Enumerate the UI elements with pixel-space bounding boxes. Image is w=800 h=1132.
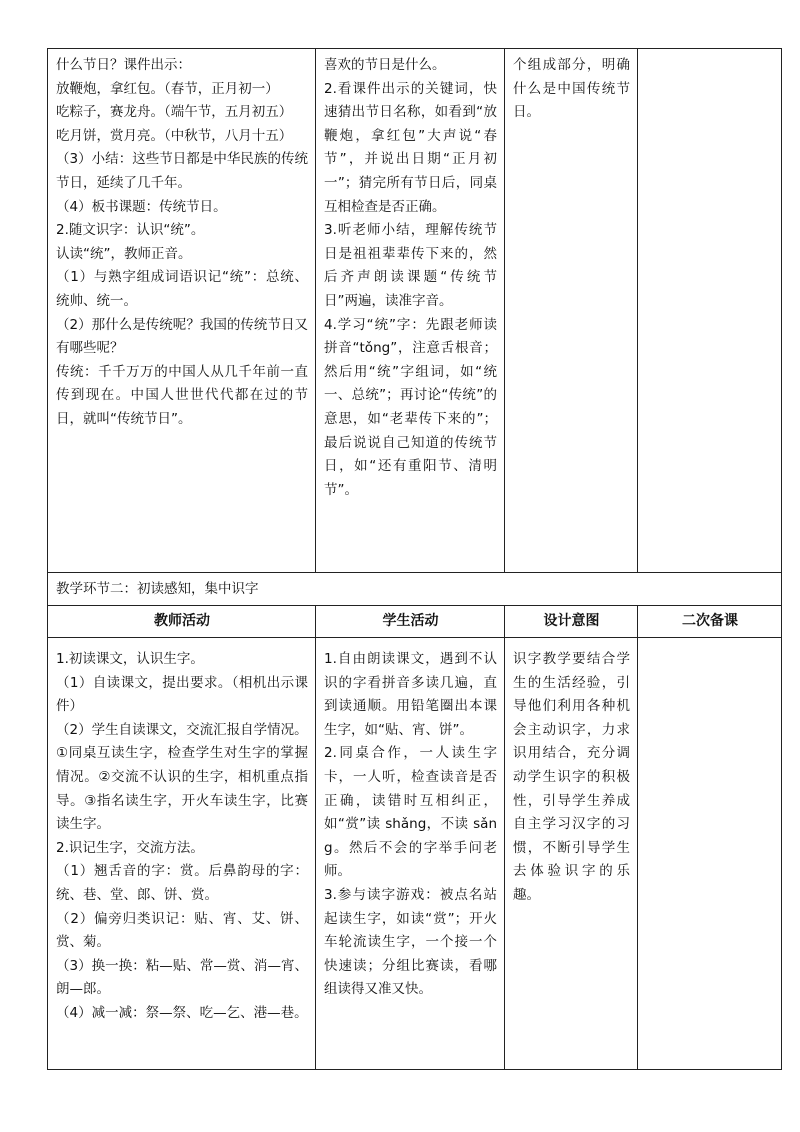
teacher-paragraph: （1）自读课文，提出要求。（相机出示课件） — [56, 674, 308, 715]
teacher-paragraph: 吃粽子，赛龙舟。（端午节，五月初五） — [56, 104, 293, 121]
section-row — [48, 573, 782, 606]
intent-paragraph: 识字教学要结合学生的生活经验，引导他们利用各种机会主动识字，力求识用结合，充分调动学生识字的积极性，引导学生养成自主学习汉字的习惯，不断引导学生去体验识字的乐趣。 — [513, 651, 630, 903]
student-paragraph: 3.参与读字游戏：被点名站起读生字，如读“赏”；开火车轮流读生字，一个接一个快速读；分组比赛读，看哪组读得又准又快。 — [324, 886, 497, 998]
teacher-paragraph: 1.初读课文，认识生字。 — [56, 651, 204, 667]
teacher-paragraph: 认读“统”，教师正音。 — [56, 245, 192, 262]
teacher-paragraph: 2.随文识字：认识“统”。 — [56, 222, 205, 239]
student-paragraph: 3.听老师小结，理解传统节日是祖祖辈辈传下来的，然后齐声朗读课题“传统节日”两遍，读准字音。 — [324, 222, 497, 309]
section-title: 教学环节二：初读感知，集中识字 — [48, 573, 782, 606]
continued-activity-row — [48, 49, 782, 573]
student-activity-cell — [316, 49, 505, 573]
teacher-paragraph: （4）减一减：祭—祭、吃—乞、港—巷。 — [56, 1004, 308, 1021]
teacher-paragraph: 传统：千千万万的中国人从几千年前一直传到现在。中国人世世代代都在过的节日，就叫“传统节日”。 — [56, 363, 308, 427]
teacher-activity-cell — [48, 49, 316, 573]
intent-paragraph: 个组成部分，明确什么是中国传统节日。 — [513, 57, 630, 121]
second-prep-cell — [638, 49, 782, 573]
teacher-paragraph: （1）与熟字组成词语识记“统”：总统、统帅、统一。 — [56, 269, 308, 309]
teacher-paragraph: （3）换一换：粘—贴、常—赏、消—宵、朗—郎。 — [56, 957, 308, 998]
teacher-activity-cell — [48, 638, 316, 1070]
header-teacher-activity: 教师活动 — [48, 606, 316, 638]
teacher-paragraph: （3）小结：这些节日都是中华民族的传统节日，延续了几千年。 — [56, 151, 308, 191]
student-activity-cell — [316, 638, 505, 1070]
table-header-row — [48, 606, 782, 638]
teacher-paragraph: （2）偏旁归类识记：贴、宵、艾、饼、赏、菊。 — [56, 910, 308, 951]
teacher-paragraph: （2）学生自读课文，交流汇报自学情况。 — [56, 721, 308, 738]
teacher-paragraph: ①同桌互读生字，检查学生对生字的掌握情况。②交流不认识的生字，相机重点指导。③指名读生字，开火车读生字，比赛读生字。 — [56, 745, 308, 833]
teacher-paragraph: （4）板书课题：传统节日。 — [56, 198, 227, 215]
teacher-paragraph: （1）翘舌音的字：赏。后鼻韵母的字：统、巷、堂、郎、饼、赏。 — [56, 863, 308, 903]
lesson-plan-table — [47, 48, 782, 1070]
header-second-prep: 二次备课 — [638, 606, 782, 638]
design-intent-cell — [505, 49, 638, 573]
student-paragraph: 1.自由朗读课文，遇到不认识的字看拼音多读几遍，直到读通顺。用铅笔圈出本课生字，如“贴、宵、饼”。 — [324, 651, 497, 738]
teacher-paragraph: 放鞭炮，拿红包。（春节，正月初一） — [56, 80, 279, 97]
student-paragraph: 2.看课件出示的关键词，快速猜出节日名称，如看到“放鞭炮，拿红包”大声说“春节”，并说出日期“正月初一”；猜完所有节日后，同桌互相检查是否正确。 — [324, 80, 497, 215]
student-paragraph: 2.同桌合作，一人读生字卡，一人听，检查读音是否正确，读错时互相纠正，如“赏”读 shǎng，不读 sǎng。然后不会的字举手问老师。 — [324, 745, 497, 880]
header-student-activity: 学生活动 — [316, 606, 505, 638]
literacy-activity-row — [48, 638, 782, 1070]
second-prep-cell — [638, 638, 782, 1070]
design-intent-cell — [505, 638, 638, 1070]
header-design-intent: 设计意图 — [505, 606, 638, 638]
teacher-paragraph: 什么节日？课件出示： — [56, 57, 191, 73]
teacher-paragraph: （2）那什么是传统呢？我国的传统节日又有哪些呢？ — [56, 316, 308, 357]
student-paragraph: 4.学习“统”字：先跟老师读拼音“tǒng”，注意舌根音；然后用“统”字组词，如“统一、总统”；再讨论“传统”的意思，如“老辈传下来的”；最后说说自己知道的传统节日，如“还有重阳节、清明节”。 — [324, 316, 497, 498]
teacher-paragraph: 吃月饼，赏月亮。（中秋节，八月十五） — [56, 127, 293, 144]
student-paragraph: 喜欢的节日是什么。 — [324, 57, 446, 73]
teacher-paragraph: 2.识记生字，交流方法。 — [56, 839, 204, 856]
